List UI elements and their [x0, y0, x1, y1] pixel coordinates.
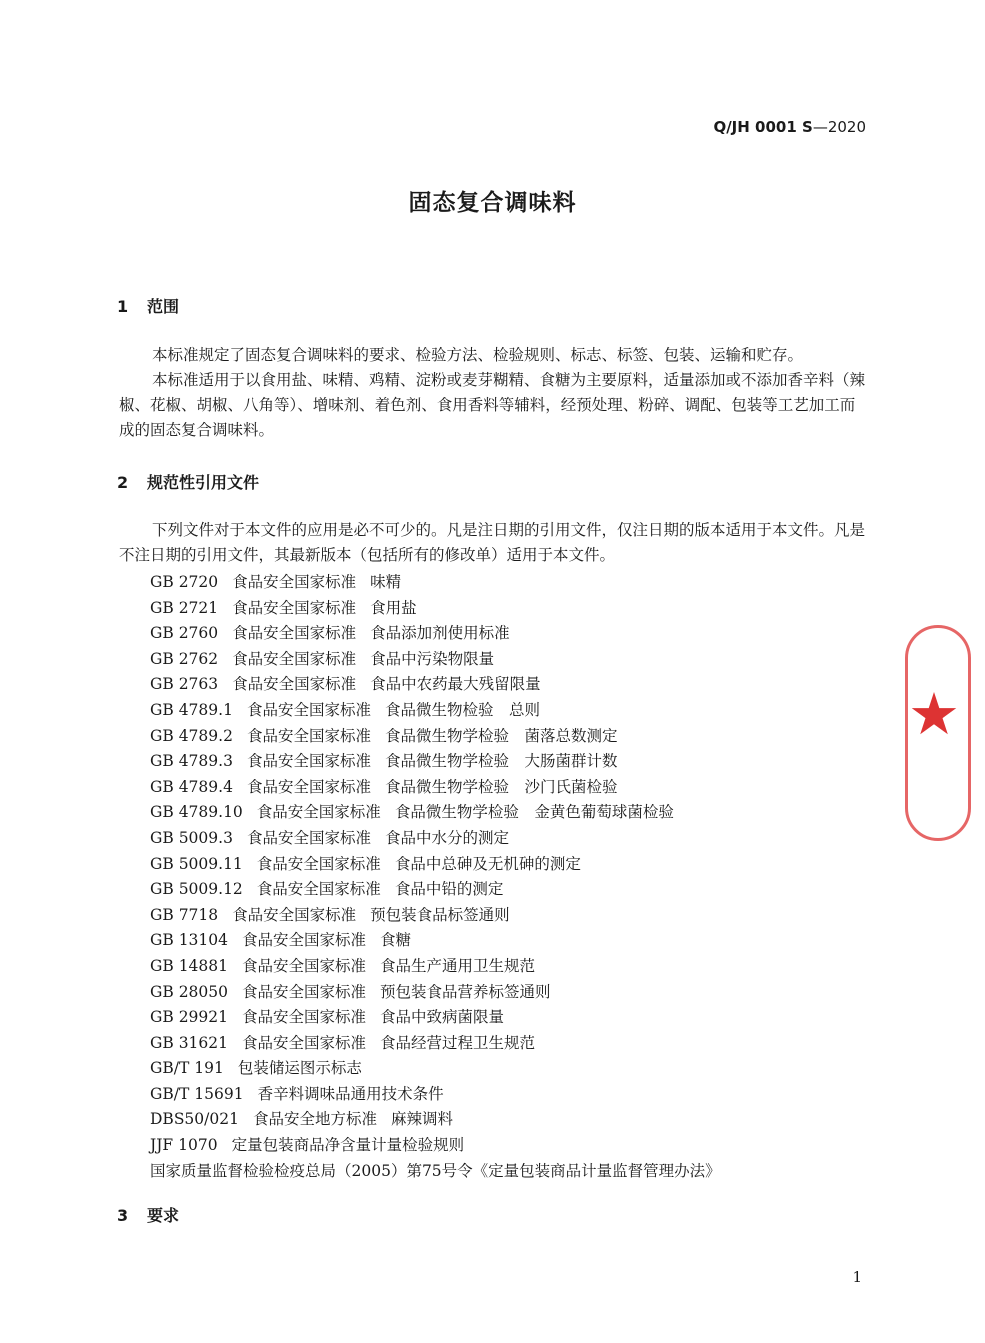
section-heading-requirements — [117, 1203, 179, 1226]
reference-title: 食品微生物检验 总则 — [384, 700, 540, 719]
section-title: 要求 — [147, 1206, 180, 1225]
reference-title: 食品中致病菌限量 — [380, 1008, 505, 1027]
reference-title: 麻辣调料 — [390, 1110, 453, 1129]
reference-category: 食品安全国家标准 — [232, 649, 357, 668]
reference-item — [150, 1107, 850, 1133]
reference-code: GB 28050 — [150, 982, 229, 1001]
normative-intro-text: 下列文件对于本文件的应用是必不可少的。凡是注日期的引用文件，仅注日期的版本适用于本文件。凡是不注日期的引用文件，其最新版本（包括所有的修改单）适用于本文件。 — [119, 521, 866, 564]
reference-title: 食品中污染物限量 — [370, 649, 495, 668]
reference-item — [150, 1082, 850, 1108]
reference-code: JJF 1070 — [150, 1136, 218, 1155]
reference-category: 包装储运图示标志 — [237, 1059, 362, 1078]
document-title: 固态复合调味料 — [408, 190, 577, 216]
reference-title: 食品生产通用卫生规范 — [380, 956, 536, 975]
standard-code-year: —2020 — [812, 118, 866, 136]
reference-category: 食品安全国家标准 — [246, 726, 371, 745]
reference-item — [150, 1056, 850, 1082]
reference-code: GB 13104 — [150, 931, 229, 950]
reference-item — [150, 570, 850, 596]
reference-category: 食品安全国家标准 — [242, 982, 367, 1001]
reference-code: GB 2760 — [150, 624, 219, 643]
reference-code: GB 4789.3 — [150, 752, 233, 771]
reference-category: 食品安全国家标准 — [232, 573, 357, 591]
normative-intro — [119, 518, 867, 568]
reference-item — [150, 1031, 850, 1057]
reference-category: 食品安全国家标准 — [232, 905, 357, 924]
reference-category: 食品安全国家标准 — [242, 931, 367, 950]
reference-item — [150, 800, 850, 826]
reference-title: 食品中水分的测定 — [384, 828, 509, 847]
reference-code: DBS50/021 — [150, 1110, 239, 1129]
reference-item — [150, 749, 850, 775]
reference-code: 国家质量监督检验检疫总局（2005）第75号令《定量包装商品计量监督管理办法》 — [150, 1161, 721, 1180]
reference-category: 食品安全国家标准 — [256, 880, 381, 899]
reference-category: 食品安全国家标准 — [256, 803, 381, 822]
reference-item — [150, 621, 850, 647]
reference-code: GB 2721 — [150, 598, 219, 617]
reference-code: GB 4789.10 — [150, 803, 243, 822]
reference-code: GB 2720 — [150, 573, 219, 591]
reference-item — [150, 724, 850, 750]
page-number: 1 — [852, 1268, 862, 1286]
reference-item — [150, 775, 850, 801]
section-title: 规范性引用文件 — [147, 473, 260, 492]
reference-item — [150, 698, 850, 724]
reference-item — [150, 928, 850, 954]
reference-code: GB 5009.12 — [150, 880, 243, 899]
reference-item — [150, 647, 850, 673]
reference-item — [150, 954, 850, 980]
reference-code: GB 4789.2 — [150, 726, 233, 745]
reference-code: GB 5009.11 — [150, 854, 243, 873]
reference-title: 预包装食品营养标签通则 — [380, 982, 551, 1001]
reference-title: 食品中铅的测定 — [394, 880, 504, 899]
standard-code-number: Q/JH 0001 S — [713, 118, 813, 136]
section-number: 1 — [117, 297, 129, 316]
reference-title: 食品添加剂使用标准 — [370, 624, 510, 643]
standard-code — [713, 118, 866, 136]
reference-item — [150, 903, 850, 929]
reference-category: 食品安全国家标准 — [242, 1008, 367, 1027]
reference-category: 食品安全地方标准 — [252, 1110, 377, 1129]
reference-category: 食品安全国家标准 — [232, 598, 357, 617]
reference-item — [150, 1133, 850, 1159]
reference-code: GB 2762 — [150, 649, 219, 668]
reference-category: 食品安全国家标准 — [232, 675, 357, 694]
reference-code: GB/T 191 — [150, 1059, 224, 1078]
reference-item — [150, 596, 850, 622]
reference-title: 食糖 — [380, 931, 412, 950]
reference-item — [150, 877, 850, 903]
reference-item — [150, 1159, 850, 1185]
section-title: 范围 — [147, 297, 180, 316]
reference-category: 香辛料调味品通用技术条件 — [257, 1084, 444, 1103]
section-number: 2 — [117, 473, 129, 492]
reference-title: 食品微生物学检验 菌落总数测定 — [384, 726, 618, 745]
scope-paragraph-1: 本标准规定了固态复合调味料的要求、检验方法、检验规则、标志、标签、包装、运输和贮存。 — [152, 346, 804, 364]
reference-code: GB/T 15691 — [150, 1084, 244, 1103]
reference-category: 食品安全国家标准 — [246, 700, 371, 719]
reference-title: 食品中农药最大残留限量 — [370, 675, 541, 694]
reference-title: 食品微生物学检验 金黄色葡萄球菌检验 — [394, 803, 674, 822]
reference-title: 食用盐 — [370, 598, 417, 617]
reference-category: 食品安全国家标准 — [242, 956, 367, 975]
section-heading-scope — [117, 294, 179, 317]
reference-code: GB 7718 — [150, 905, 219, 924]
reference-title: 食品微生物学检验 沙门氏菌检验 — [384, 777, 618, 796]
reference-title: 食品经营过程卫生规范 — [380, 1033, 536, 1052]
section-heading-normative — [117, 470, 259, 493]
reference-category: 食品安全国家标准 — [246, 828, 371, 847]
reference-list — [150, 570, 850, 1184]
reference-title: 味精 — [370, 573, 402, 591]
section-number: 3 — [117, 1206, 129, 1225]
reference-category: 食品安全国家标准 — [242, 1033, 367, 1052]
reference-category: 定量包装商品净含量计量检验规则 — [231, 1136, 465, 1155]
reference-title: 食品中总砷及无机砷的测定 — [394, 854, 581, 873]
reference-code: GB 29921 — [150, 1008, 229, 1027]
scope-paragraph-2: 本标准适用于以食用盐、味精、鸡精、淀粉或麦芽糊精、食糖为主要原料，适量添加或不添加香辛料（辣椒、花椒、胡椒、八角等）、增味剂、着色剂、食用香料等辅料，经预处理、粉碎、调配、包装等工艺加工而成的固态复合调味料。 — [119, 371, 866, 439]
seal-star-icon: ★ — [908, 680, 960, 748]
reference-item — [150, 852, 850, 878]
reference-category: 食品安全国家标准 — [246, 752, 371, 771]
reference-code: GB 14881 — [150, 956, 229, 975]
reference-title: 预包装食品标签通则 — [370, 905, 510, 924]
reference-code: GB 31621 — [150, 1033, 229, 1052]
reference-code: GB 5009.3 — [150, 828, 233, 847]
reference-code: GB 2763 — [150, 675, 219, 694]
reference-item — [150, 826, 850, 852]
reference-code: GB 4789.1 — [150, 700, 233, 719]
reference-item — [150, 1005, 850, 1031]
scope-text — [119, 343, 867, 443]
reference-item — [150, 672, 850, 698]
reference-code: GB 4789.4 — [150, 777, 233, 796]
reference-category: 食品安全国家标准 — [232, 624, 357, 643]
reference-title: 食品微生物学检验 大肠菌群计数 — [384, 752, 618, 771]
reference-category: 食品安全国家标准 — [256, 854, 381, 873]
reference-item — [150, 980, 850, 1006]
reference-category: 食品安全国家标准 — [246, 777, 371, 796]
